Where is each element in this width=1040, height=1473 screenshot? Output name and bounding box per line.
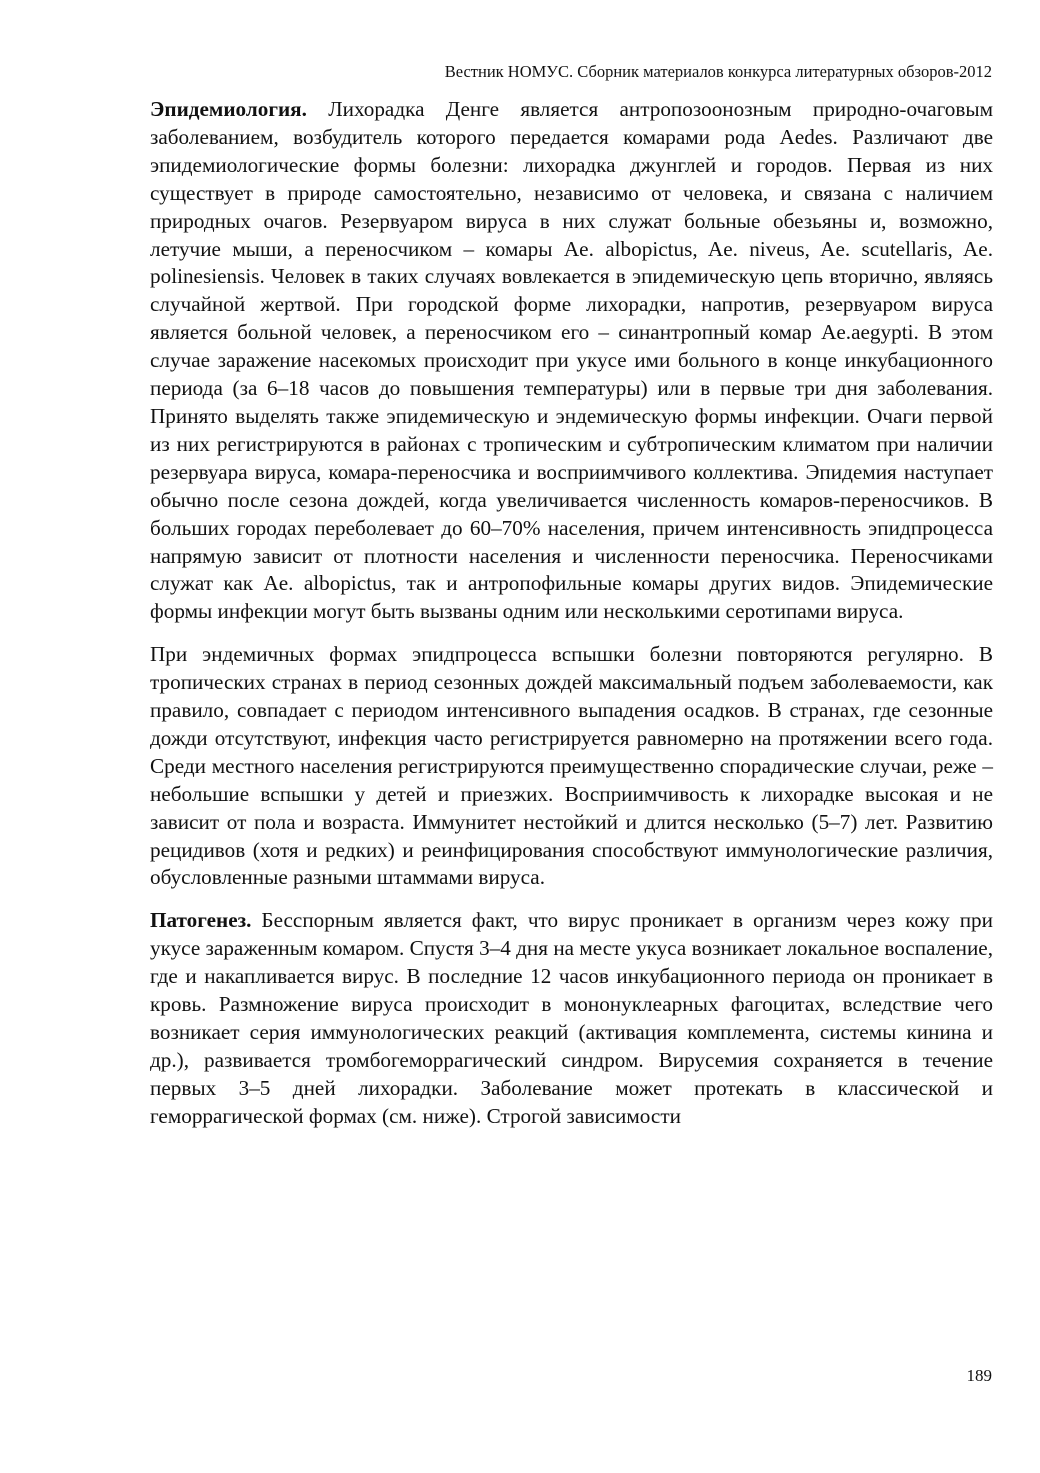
running-header: Вестник НОМУС. Сборник материалов конкурса литературных обзоров-2012: [444, 62, 992, 81]
section-heading-pathogenesis: Патогенез.: [150, 908, 252, 933]
paragraph-text: Лихорадка Денге является антропозоонозным природно-очаговым заболеванием, возбудитель которого передается комарами рода Aedes. Различают две эпидемиологические формы болезни: лихорадка джунглей и городов. Первая из них существует в природе самостоятельно, независимо от человека, и связана с наличием природных очагов. Резервуаром вируса в них служат больные обезьяны и, возможно, летучие мыши, а переносчиком – комары Ae. albopictus, Ae. niveus, Ae. scutellaris, Ae. polinesiensis. Человек в таких случаях вовлекается в эпидемическую цепь вторично, являясь случайной жертвой. При городской форме лихорадки, напротив, резервуаром вируса является больной человек, а переносчиком его – синантропный комар Ae.aegypti. В этом случае заражение насекомых происходит при укусе ими больного в конце инкубационного периода (за 6–18 часов до повышения температуры) или в первые три дня заболевания. Принято выделять также эпидемическую и эндемическую формы инфекции. Очаги первой из них регистрируются в районах с тропическим и субтропическим климатом при наличии резервуара вируса, комара-переносчика и восприимчивого коллектива. Эпидемия наступает обычно после сезона дождей, когда увеличивается численность комаров-переносчиков. В больших городах переболевает до 60–70% населения, причем интенсивность эпидпроцесса напрямую зависит от плотности населения и численности переносчика. Переносчиками служат как Ae. albopictus, так и антропофильные комары других видов. Эпидемические формы инфекции могут быть вызваны одним или несколькими серотипами вируса.: [150, 97, 993, 624]
paragraph-endemic-forms: [150, 641, 993, 892]
paragraph-pathogenesis: [150, 907, 993, 1130]
paragraph-epidemiology: [150, 96, 993, 626]
paragraph-text: Бесспорным является факт, что вирус проникает в организм через кожу при укусе зараженным комаром. Спустя 3–4 дня на месте укуса возникает локальное воспаление, где и накапливается вирус. В последние 12 часов инкубационного периода он проникает в кровь. Размножение вируса происходит в мононуклеарных фагоцитах, вследствие чего возникает серия иммунологических реакций (активация комплемента, системы кинина и др.), развивается тромбогеморрагический синдром. Вирусемия сохраняется в течение первых 3–5 дней лихорадки. Заболевание может протекать в классической и геморрагической формах (см. ниже). Строгой зависимости: [150, 908, 993, 1128]
article-body: [150, 96, 993, 1146]
section-heading-epidemiology: Эпидемиология.: [150, 97, 307, 121]
page-number: 189: [966, 1366, 992, 1385]
paragraph-text: При эндемичных формах эпидпроцесса вспышки болезни повторяются регулярно. В тропических странах в период сезонных дождей максимальный подъем заболеваемости, как правило, совпадает с периодом интенсивного выпадения осадков. В странах, где сезонные дожди отсутствуют, инфекция часто регистрируется равномерно на протяжении всего года. Среди местного населения регистрируются преимущественно спорадические случаи, реже – небольшие вспышки у детей и приезжих. Восприимчивость к лихорадке высокая и не зависит от пола и возраста. Иммунитет нестойкий и длится несколько (5–7) лет. Развитию рецидивов (хотя и редких) и реинфицирования способствуют иммунологические различия, обусловленные разными штаммами вируса.: [150, 642, 993, 890]
